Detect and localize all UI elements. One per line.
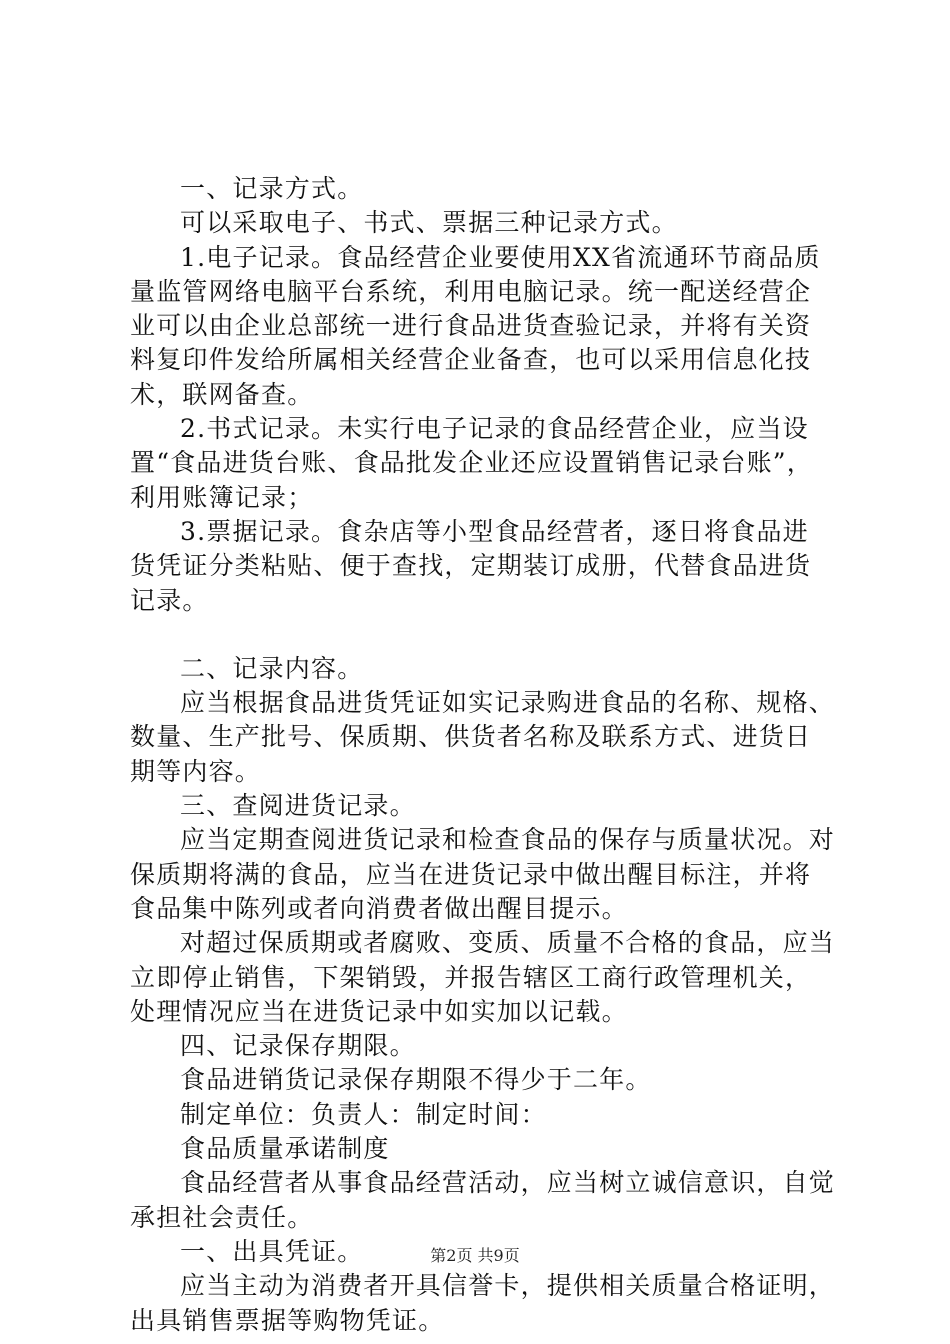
heading-review-records: 三、查阅进货记录。 [180,791,416,821]
heading-record-content: 二、记录内容。 [180,653,364,683]
paragraph-integrity: 食品经营者从事食品经营活动，应当树立诚信意识，自觉承担社会责任。 [130,1168,836,1232]
paragraph-electronic-record: 1.电子记录。食品经营企业要使用XX省流通环节商品质量监管网络电脑平台系统，利用电脑记录。统一配送经营企业可以由企业总部统一进行食品进货查验记录，并将有关资料复印件发给所属相关经营企业备查，也可以采用信息化技术，联网备查。 [130,242,821,409]
paragraph-retention-period: 食品进销货记录保存期限不得少于二年。 [180,1065,652,1095]
paragraph-gap [130,618,835,652]
paragraph-record-content: 应当根据食品进货凭证如实记录购进食品的名称、规格、数量、生产批号、保质期、供货者名称及联系方式、进货日期等内容。 [130,688,836,786]
paragraph-signature-line: 制定单位：负责人：制定时间： [180,1099,547,1129]
paragraph-record-options: 可以采取电子、书式、票据三种记录方式。 [180,208,678,238]
heading-retention-period: 四、记录保存期限。 [180,1031,416,1061]
page-number: 第2页 共9页 [430,1246,520,1265]
heading-quality-commitment: 食品质量承诺制度 [180,1134,390,1164]
heading-record-method: 一、记录方式。 [180,174,364,203]
paragraph-expired-food: 对超过保质期或者腐败、变质、质量不合格的食品，应当立即停止销售，下架销毁，并报告辖区工商行政管理机关，处理情况应当在进货记录中如实加以记载。 [130,928,836,1026]
paragraph-receipt-record: 3.票据记录。食杂店等小型食品经营者，逐日将食品进货凭证分类粘贴、便于查找，定期装订成册，代替食品进货记录。 [130,516,812,615]
heading-issue-voucher: 一、出具凭证。 [180,1236,364,1266]
paragraph-written-record: 2.书式记录。未实行电子记录的食品经营企业，应当设置“食品进货台账、食品批发企业还应设置销售记录台账”，利用账簿记录； [130,414,813,512]
paragraph-review-records: 应当定期查阅进货记录和检查食品的保存与质量状况。对保质期将满的食品，应当在进货记录中做出醒目标注，并将食品集中陈列或者向消费者做出醒目提示。 [130,825,836,923]
document-body [130,172,835,1338]
paragraph-issue-voucher: 应当主动为消费者开具信誉卡，提供相关质量合格证明，出具销售票据等购物凭证。 [130,1271,836,1335]
